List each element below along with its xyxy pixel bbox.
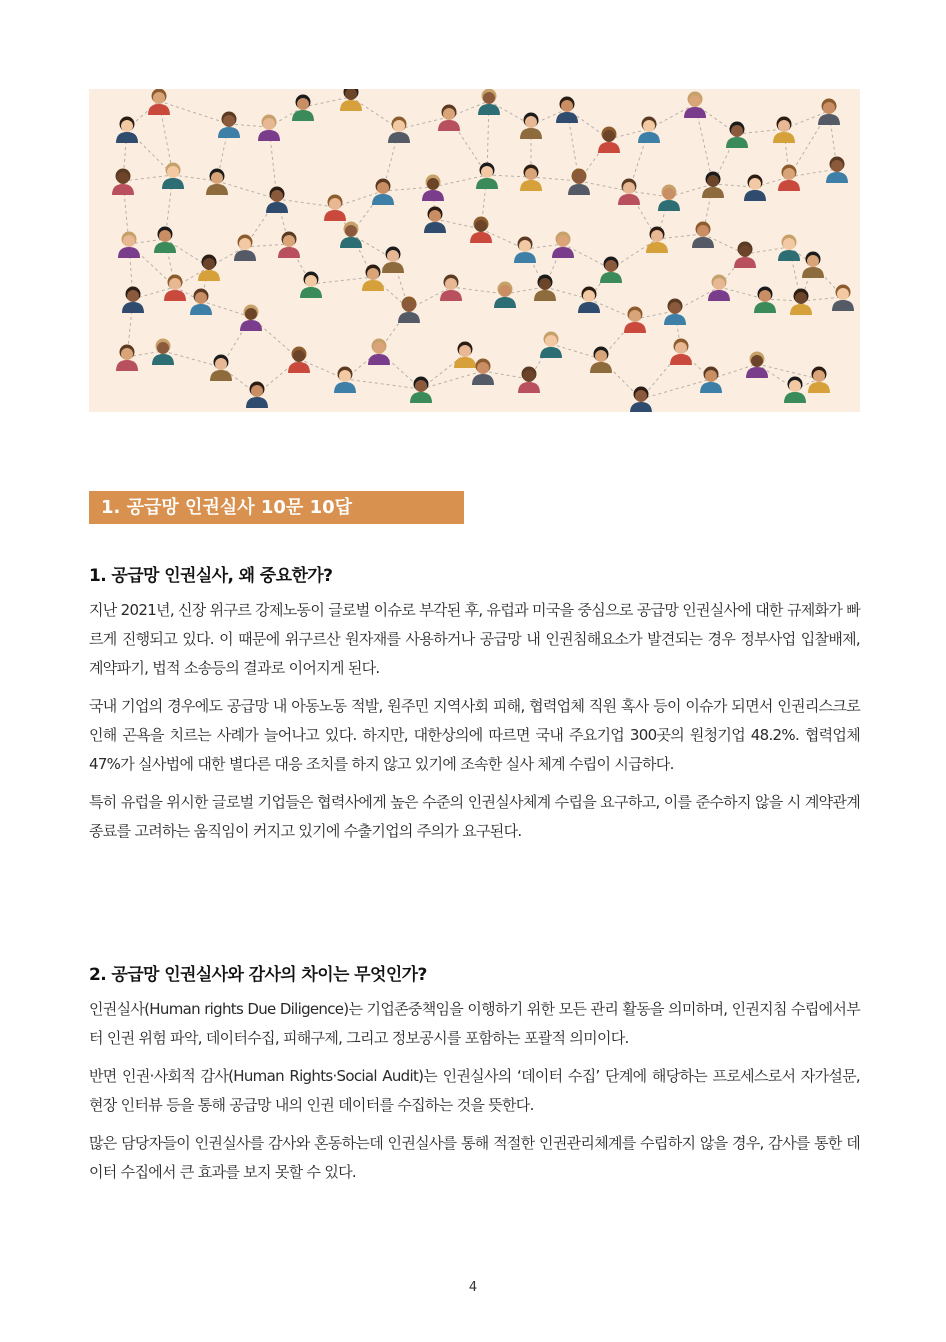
question-2 xyxy=(89,962,860,1196)
person-icon xyxy=(808,367,830,394)
hero-image xyxy=(89,89,860,412)
person-icon xyxy=(258,115,280,142)
person-icon xyxy=(700,367,722,394)
person-icon xyxy=(410,377,432,404)
person-icon xyxy=(190,289,212,316)
person-icon xyxy=(646,227,668,254)
person-icon xyxy=(324,195,346,222)
person-icon xyxy=(556,97,578,124)
person-icon xyxy=(790,289,812,316)
person-icon xyxy=(398,297,420,324)
network-link xyxy=(345,379,421,389)
person-icon xyxy=(818,99,840,126)
person-icon xyxy=(734,242,756,269)
person-icon xyxy=(382,247,404,274)
person-icon xyxy=(578,287,600,314)
person-icon xyxy=(340,222,362,249)
person-icon xyxy=(784,377,806,404)
person-icon xyxy=(598,127,620,154)
person-icon xyxy=(664,299,686,326)
person-icon xyxy=(744,175,766,202)
person-icon xyxy=(568,169,590,196)
person-icon xyxy=(234,235,256,262)
person-icon xyxy=(470,217,492,244)
person-icon xyxy=(540,332,562,359)
person-icon xyxy=(600,257,622,284)
person-icon xyxy=(832,285,854,312)
person-icon xyxy=(368,339,390,366)
person-icon xyxy=(684,92,706,119)
network-link xyxy=(311,277,373,284)
person-icon xyxy=(246,382,268,409)
person-icon xyxy=(198,255,220,282)
question-1-paragraph-3: 특히 유럽을 위시한 글로벌 기업들은 협력사에게 높은 수준의 인권실사체계 수립을 요구하고, 이를 준수하지 않을 시 계약관계종료를 고려하는 움직임이 커지고 있기에 수출기업의 주의가 요구된다. xyxy=(89,793,860,840)
person-icon xyxy=(494,282,516,309)
page-number: 4 xyxy=(468,1280,478,1295)
question-2-paragraph-3: 많은 담당자들이 인권실사를 감사와 혼동하는데 인권실사를 통해 적절한 인권관리체계를 수립하지 않을 경우, 감사를 통한 데이터 수집에서 큰 효과를 보지 못할 수 있다. xyxy=(89,1134,860,1181)
person-icon xyxy=(590,347,612,374)
person-icon xyxy=(118,232,140,259)
person-icon xyxy=(112,169,134,196)
person-icon xyxy=(424,207,446,234)
person-icon xyxy=(778,165,800,192)
question-1-paragraph-2: 국내 기업의 경우에도 공급망 내 아동노동 적발, 원주민 지역사회 피해, 협력업체 직원 혹사 등이 이슈가 되면서 인권리스크로 인해 곤욕을 치르는 사례가 늘어나고 있다. 하지만, 대한상의에 따르면 국내 주요기업 300곳의 원청기업 48.2%. 협력업체 47%가 실사법에 대한 별다른 대응 조치를 하지 않고 있기에 조속한 실사 체계 수립이 시급하다. xyxy=(89,697,860,773)
person-icon xyxy=(116,345,138,372)
section-title: 1. 공급망 인권실사 10문 10답 xyxy=(89,491,464,524)
people-network-illustration xyxy=(89,89,860,412)
person-icon xyxy=(624,307,646,334)
person-icon xyxy=(670,339,692,366)
person-icon xyxy=(658,185,680,212)
person-icon xyxy=(206,169,228,196)
question-2-paragraph-2: 반면 인권·사회적 감사(Human Rights·Social Audit)는 인권실사의 ‘데이터 수집’ 단계에 해당하는 프로세스로서 자가설문, 현장 인터뷰 등을 통해 공급망 내의 인권 데이터를 수집하는 것을 뜻한다. xyxy=(89,1067,860,1114)
person-icon xyxy=(148,89,170,115)
person-icon xyxy=(152,339,174,366)
question-1-paragraph-1: 지난 2021년, 신장 위구르 강제노동이 글로벌 이슈로 부각된 후, 유럽과 미국을 중심으로 공급망 인권실사에 대한 규제화가 빠르게 진행되고 있다. 이 때문에 위구르산 원자재를 사용하거나 공급망 내 인권침해요소가 발견되는 경우 정부사업 입찰배제, 계약파기, 법적 소송등의 결과로 이어지게 된다. xyxy=(89,601,860,677)
person-icon xyxy=(638,117,660,144)
person-icon xyxy=(340,89,362,111)
person-icon xyxy=(388,117,410,144)
person-icon xyxy=(726,122,748,149)
person-icon xyxy=(773,117,795,144)
person-icon xyxy=(518,367,540,394)
person-icon xyxy=(292,95,314,122)
network-link xyxy=(383,187,433,191)
question-1-title: 1. 공급망 인권실사, 왜 중요한가? xyxy=(89,566,333,586)
person-icon xyxy=(472,359,494,386)
question-2-paragraph-1: 인권실사(Human rights Due Diligence)는 기업존중책임을 이행하기 위한 모든 관리 활동을 의미하며, 인권지침 수립에서부터 인권 위험 파악, 데이터수집, 피해구제, 그리고 정보공시를 포함하는 포괄적 의미이다. xyxy=(89,1000,860,1047)
person-icon xyxy=(300,272,322,299)
person-icon xyxy=(210,355,232,382)
person-icon xyxy=(164,275,186,302)
person-icon xyxy=(438,105,460,132)
person-icon xyxy=(630,387,652,413)
person-icon xyxy=(240,305,262,332)
person-icon xyxy=(372,179,394,206)
person-icon xyxy=(520,113,542,140)
person-icon xyxy=(802,252,824,279)
person-icon xyxy=(154,227,176,254)
person-icon xyxy=(122,287,144,314)
question-2-title: 2. 공급망 인권실사와 감사의 차이는 무엇인가? xyxy=(89,965,427,985)
person-icon xyxy=(288,347,310,374)
question-1 xyxy=(89,563,860,855)
person-icon xyxy=(826,157,848,184)
person-icon xyxy=(454,342,476,369)
person-icon xyxy=(746,352,768,379)
person-icon xyxy=(514,237,536,264)
person-icon xyxy=(116,117,138,144)
person-icon xyxy=(478,89,500,115)
person-icon xyxy=(534,275,556,302)
person-icon xyxy=(708,275,730,302)
